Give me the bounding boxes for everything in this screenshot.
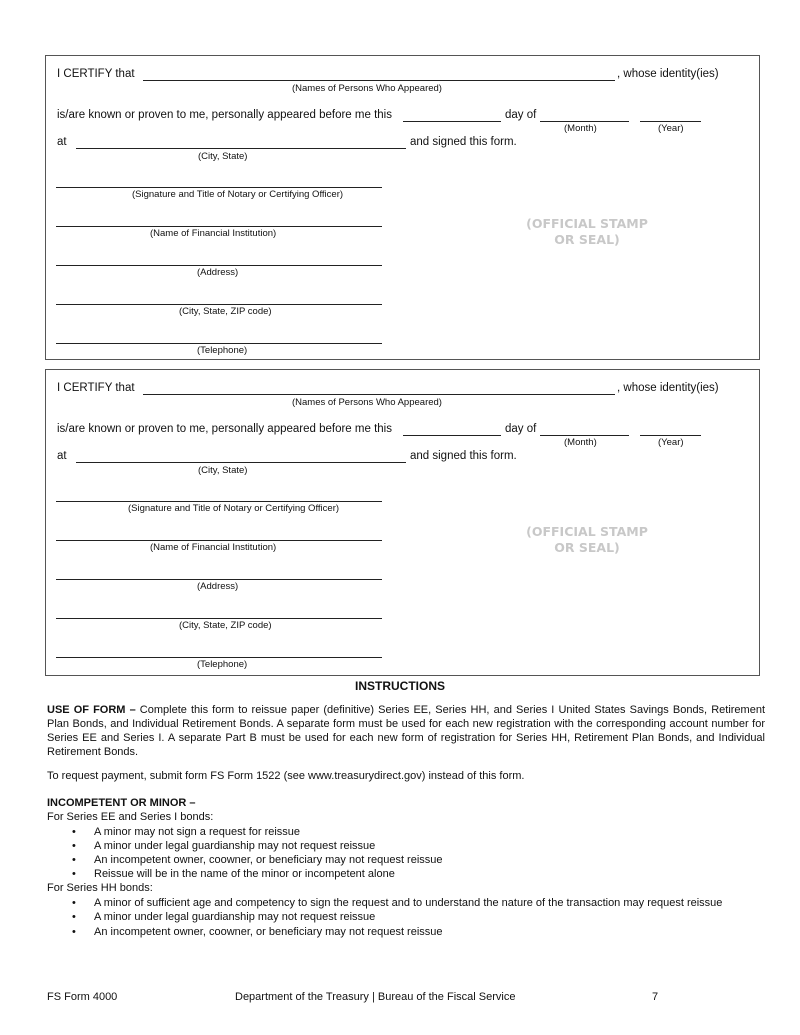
year-line[interactable]: [640, 121, 701, 122]
certify-label: I CERTIFY that: [57, 68, 135, 80]
city-zip-line[interactable]: [56, 618, 382, 619]
city-zip-line[interactable]: [56, 304, 382, 305]
certificate-block-2: [45, 369, 760, 676]
city-state-caption: (City, State): [198, 465, 248, 476]
city-zip-caption: (City, State, ZIP code): [179, 620, 272, 631]
bullet-icon: •: [72, 926, 76, 938]
telephone-line[interactable]: [56, 343, 382, 344]
list-item-text: An incompetent owner, coowner, or beneficiary may not request reissue: [94, 854, 443, 866]
official-stamp-placeholder: [512, 524, 662, 556]
use-of-form-text: Complete this form to reissue paper (definitive) Series EE, Series HH, and Series I United States Savings Bonds, Retirement Plan Bonds, and Individual Retirement Bonds. A separate form must be used for each new registration with the corresponding account number for Series EE and Series I. A separate Part B must be used for each new form of registration for Series HH, Retirement Plan Bonds, and Individual Retirement Bonds.: [47, 704, 766, 758]
signature-line[interactable]: [56, 187, 382, 188]
official-stamp-placeholder: [512, 216, 662, 248]
known-text: is/are known or proven to me, personally appeared before me this: [57, 109, 392, 121]
names-caption: (Names of Persons Who Appeared): [292, 397, 442, 408]
list-item-text: A minor under legal guardianship may not request reissue: [94, 911, 376, 923]
telephone-caption: (Telephone): [197, 659, 248, 670]
signature-caption: (Signature and Title of Notary or Certifying Officer): [132, 189, 344, 200]
bullet-icon: •: [72, 840, 76, 852]
day-of-label: day of: [505, 423, 537, 435]
names-line[interactable]: [143, 80, 615, 81]
use-of-form-label: USE OF FORM –: [47, 704, 136, 716]
institution-caption: (Name of Financial Institution): [150, 228, 277, 239]
footer-department: Department of the Treasury | Bureau of the Fiscal Service: [235, 991, 516, 1003]
city-state-line[interactable]: [76, 462, 406, 463]
year-line[interactable]: [640, 435, 701, 436]
year-caption: (Year): [658, 123, 684, 134]
year-caption: (Year): [658, 437, 684, 448]
signature-line[interactable]: [56, 501, 382, 502]
signed-text: and signed this form.: [410, 450, 517, 462]
stamp-line-2: OR SEAL): [554, 540, 620, 555]
month-line[interactable]: [540, 435, 629, 436]
month-caption: (Month): [564, 437, 597, 448]
at-label: at: [57, 136, 67, 148]
day-line[interactable]: [403, 435, 501, 436]
month-caption: (Month): [564, 123, 597, 134]
footer-page-number: 7: [652, 991, 659, 1003]
at-label: at: [57, 450, 67, 462]
use-of-form-paragraph: [47, 703, 765, 759]
bullet-icon: •: [72, 868, 76, 880]
list-item-text: A minor of sufficient age and competency to sign the request and to understand the nature of the transaction may request reissue: [94, 897, 723, 909]
instructions-heading: INSTRUCTIONS: [355, 679, 445, 693]
day-of-label: day of: [505, 109, 537, 121]
telephone-caption: (Telephone): [197, 345, 248, 356]
names-caption: (Names of Persons Who Appeared): [292, 83, 442, 94]
stamp-line-1: (OFFICIAL STAMP: [526, 524, 648, 539]
ee-i-bonds-label: For Series EE and Series I bonds:: [47, 811, 214, 823]
list-item-text: A minor may not sign a request for reissue: [94, 826, 301, 838]
footer-form-name: FS Form 4000: [47, 991, 118, 1003]
city-state-caption: (City, State): [198, 151, 248, 162]
incompetent-minor-label: INCOMPETENT OR MINOR –: [47, 797, 196, 809]
stamp-line-2: OR SEAL): [554, 232, 620, 247]
month-line[interactable]: [540, 121, 629, 122]
address-caption: (Address): [197, 581, 239, 592]
signature-caption: (Signature and Title of Notary or Certifying Officer): [128, 503, 340, 514]
payment-instruction: To request payment, submit form FS Form 1522 (see www.treasurydirect.gov) instead of this form.: [47, 770, 525, 782]
institution-line[interactable]: [56, 226, 382, 227]
address-line[interactable]: [56, 265, 382, 266]
bullet-icon: •: [72, 854, 76, 866]
day-line[interactable]: [403, 121, 501, 122]
bullet-icon: •: [72, 897, 76, 909]
known-text: is/are known or proven to me, personally appeared before me this: [57, 423, 392, 435]
telephone-line[interactable]: [56, 657, 382, 658]
bullet-icon: •: [72, 911, 76, 923]
list-item-text: An incompetent owner, coowner, or beneficiary may not request reissue: [94, 926, 443, 938]
hh-bonds-label: For Series HH bonds:: [47, 882, 153, 894]
signed-text: and signed this form.: [410, 136, 517, 148]
city-zip-caption: (City, State, ZIP code): [179, 306, 272, 317]
whose-identity-text: , whose identity(ies): [617, 382, 719, 394]
stamp-line-1: (OFFICIAL STAMP: [526, 216, 648, 231]
whose-identity-text: , whose identity(ies): [617, 68, 719, 80]
address-line[interactable]: [56, 579, 382, 580]
list-item-text: Reissue will be in the name of the minor or incompetent alone: [94, 868, 395, 880]
institution-caption: (Name of Financial Institution): [150, 542, 277, 553]
list-item-text: A minor under legal guardianship may not request reissue: [94, 840, 376, 852]
address-caption: (Address): [197, 267, 239, 278]
city-state-line[interactable]: [76, 148, 406, 149]
certify-label: I CERTIFY that: [57, 382, 135, 394]
institution-line[interactable]: [56, 540, 382, 541]
names-line[interactable]: [143, 394, 615, 395]
bullet-icon: •: [72, 826, 76, 838]
certificate-block-1: [45, 55, 760, 360]
